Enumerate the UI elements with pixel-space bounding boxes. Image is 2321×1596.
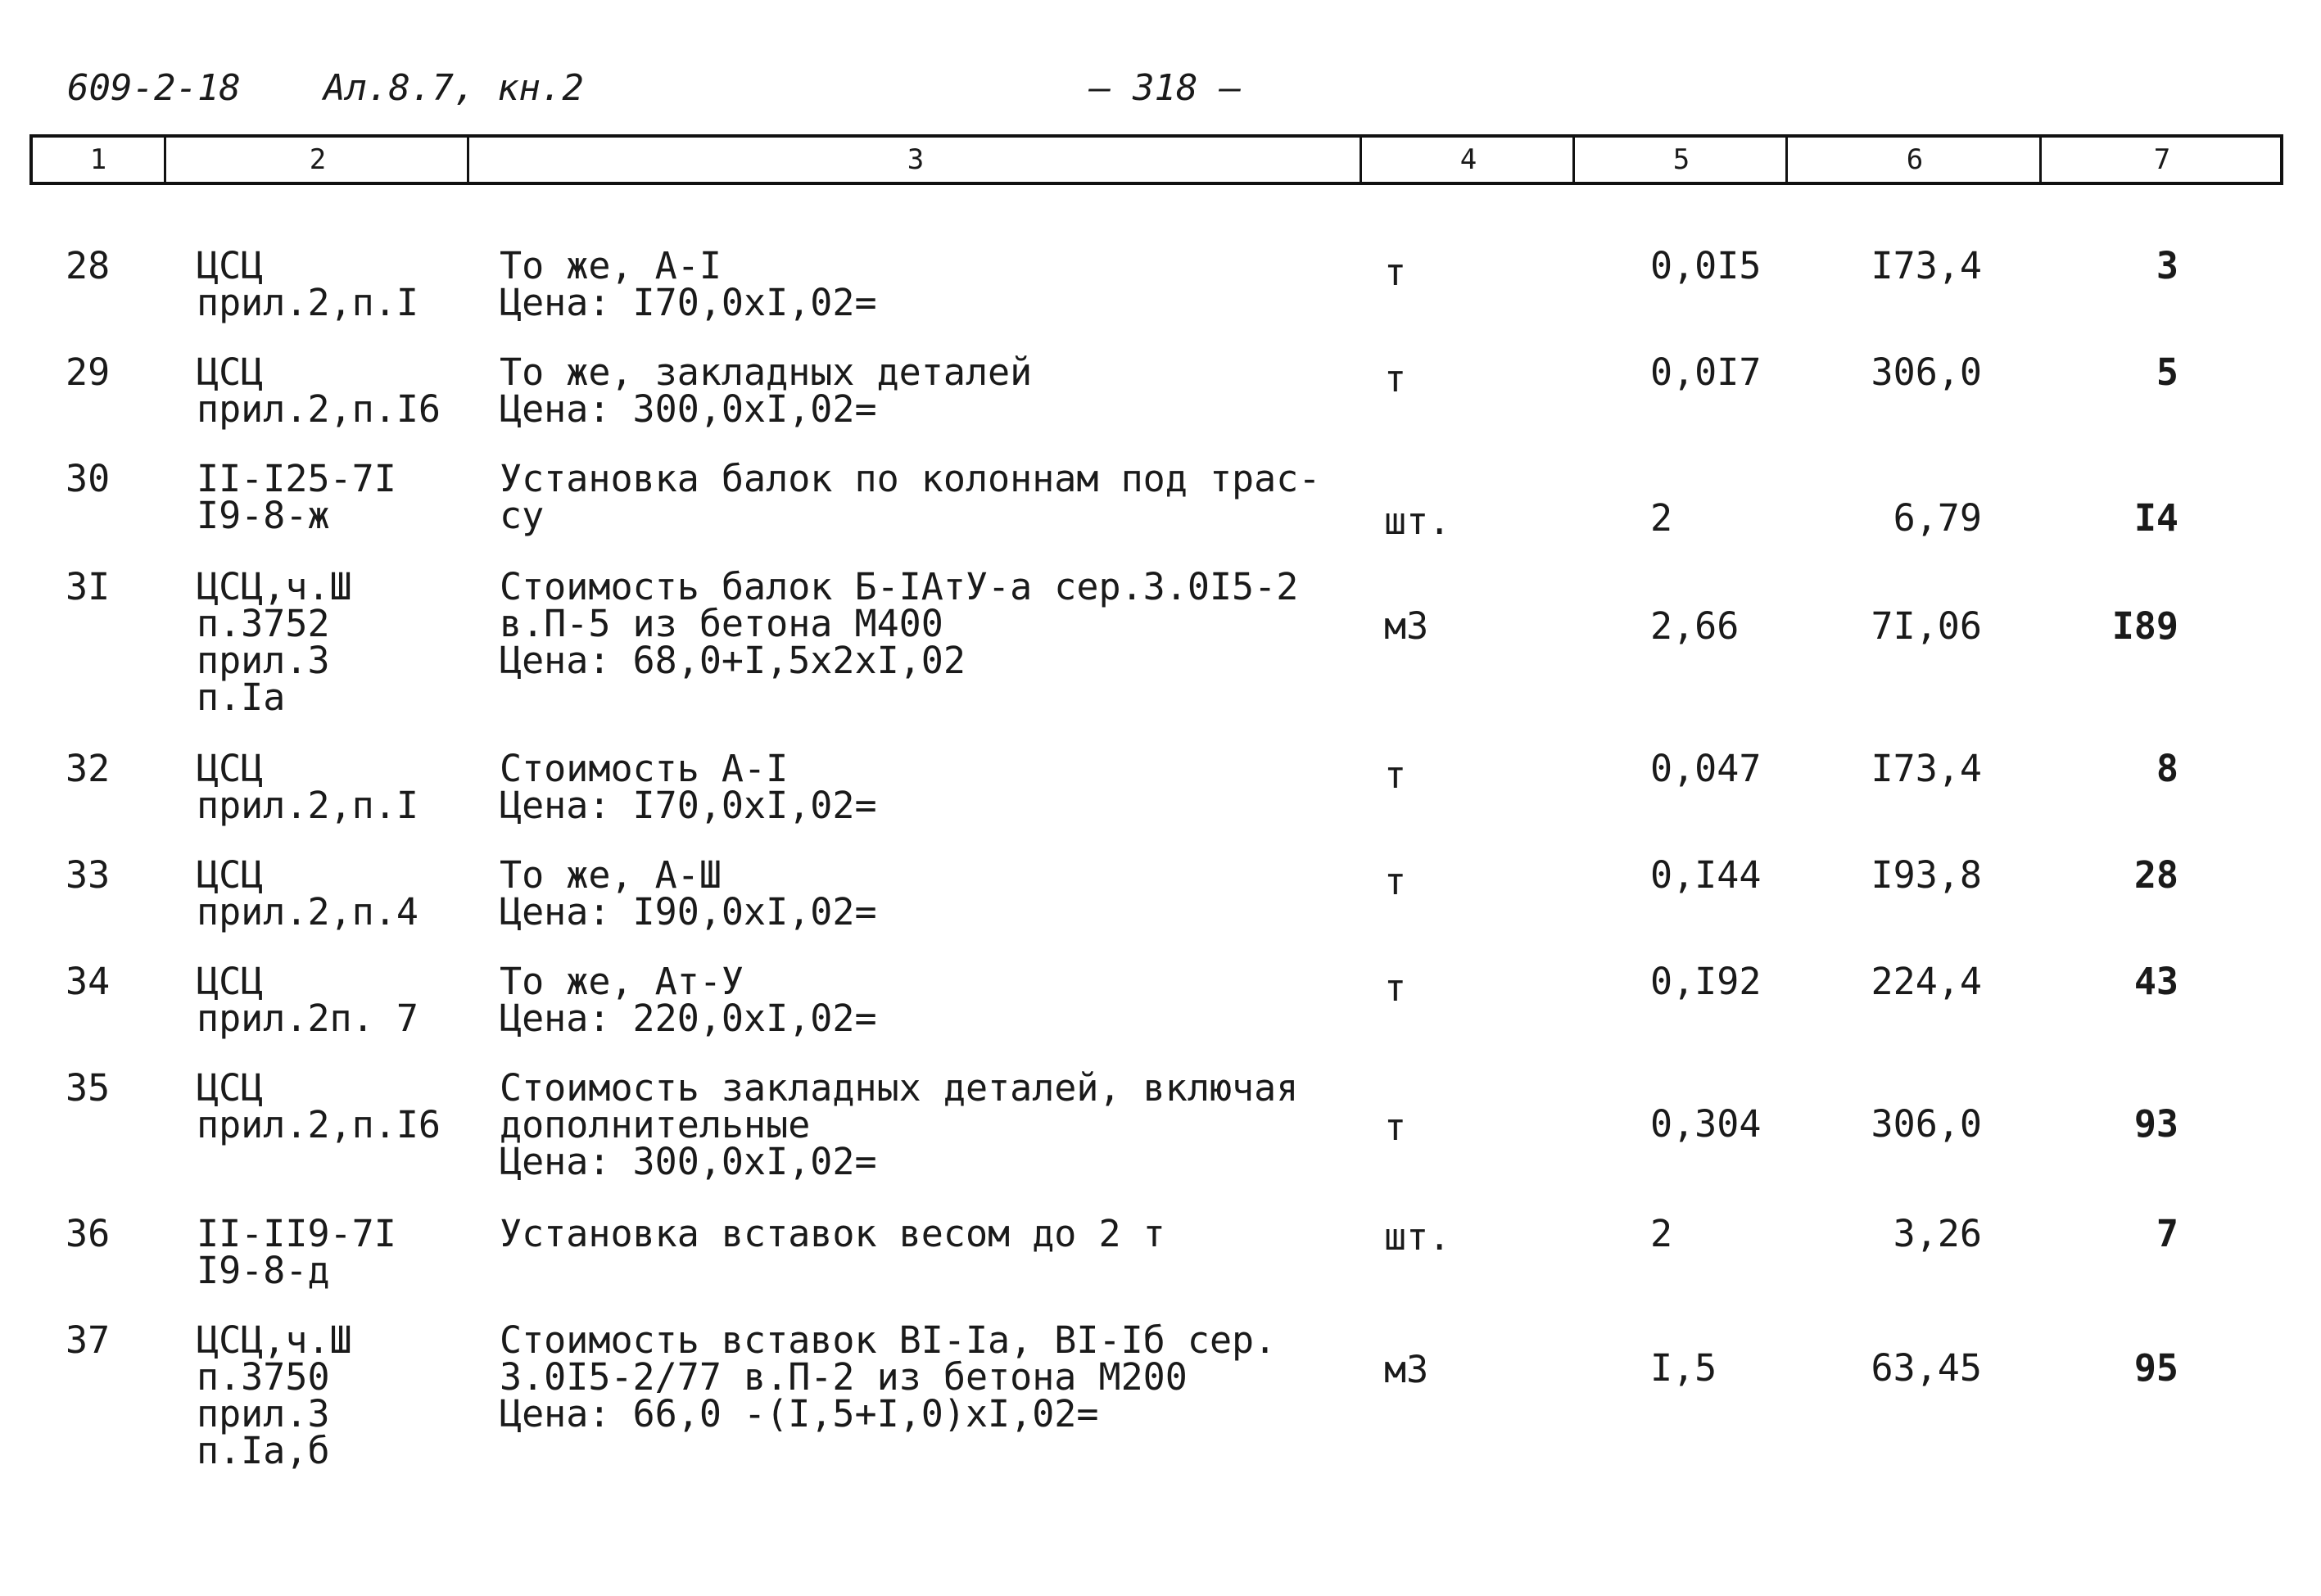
- description-line: Стоимость А-I: [500, 747, 789, 790]
- row-quantity: 2: [1650, 496, 1673, 540]
- row-quantity: 2,66: [1650, 604, 1740, 648]
- column-number-1: 1: [89, 143, 107, 176]
- description-line: То же, А-I: [500, 244, 722, 287]
- row-basis: [197, 1066, 441, 1146]
- description-line: 3.0I5-2/77 в.П-2 из бетона М200: [500, 1355, 1188, 1399]
- basis-line: п.Iа: [197, 676, 286, 719]
- album-reference: Ал.8.7, кн.2: [323, 67, 584, 109]
- row-unit-price: 3,26: [1893, 1212, 1982, 1255]
- row-description: [500, 244, 877, 324]
- basis-line: прил.2,п.I6: [197, 1103, 441, 1146]
- basis-line: прил.3: [197, 1392, 330, 1435]
- description-line: Стоимость закладных деталей, включая: [500, 1066, 1299, 1110]
- description-line: Установка балок по колоннам под трас-: [500, 457, 1321, 500]
- row-unit: т: [1384, 966, 1407, 1010]
- row-quantity: 0,0I5: [1650, 244, 1762, 287]
- description-line: То же, закладных деталей: [500, 350, 1033, 394]
- row-number: 35: [66, 1066, 111, 1110]
- row-number: 36: [66, 1212, 111, 1255]
- row-unit-price: 6,79: [1893, 496, 1982, 540]
- row-total: 7: [2156, 1212, 2178, 1255]
- row-basis: [197, 457, 396, 537]
- basis-line: ЦСЦ: [197, 747, 264, 790]
- row-unit-price: 306,0: [1871, 1102, 1982, 1146]
- basis-line: прил.2,п.I6: [197, 387, 441, 431]
- basis-line: п.3750: [197, 1355, 330, 1399]
- row-unit-price: 7I,06: [1871, 604, 1982, 648]
- basis-line: ЦСЦ,ч.Ш: [197, 1318, 352, 1362]
- row-unit: м3: [1384, 1348, 1429, 1391]
- row-number: 33: [66, 853, 111, 897]
- row-unit: м3: [1384, 604, 1429, 648]
- row-total: 93: [2133, 1102, 2178, 1146]
- description-line: Установка вставок весом до 2 т: [500, 1212, 1165, 1255]
- column-number-2: 2: [164, 138, 469, 182]
- row-unit-price: I73,4: [1871, 747, 1982, 790]
- row-description: [500, 1066, 1299, 1183]
- row-quantity: 0,0I7: [1650, 350, 1762, 394]
- row-number: 34: [66, 960, 111, 1003]
- row-quantity: 0,304: [1650, 1102, 1762, 1146]
- basis-line: II-I25-7I: [197, 457, 396, 500]
- description-line: То же, Ат-У: [500, 960, 744, 1003]
- row-total: 43: [2133, 960, 2178, 1003]
- description-line: Цена: 300,0xI,02=: [500, 387, 877, 431]
- basis-line: п.Iа,б: [197, 1429, 330, 1472]
- description-line: То же, А-Ш: [500, 853, 722, 897]
- row-total: I4: [2133, 496, 2178, 540]
- basis-line: ЦСЦ,ч.Ш: [197, 565, 352, 608]
- row-number: 32: [66, 747, 111, 790]
- row-description: [500, 350, 1033, 431]
- row-unit: шт.: [1384, 1215, 1451, 1259]
- row-unit: шт.: [1384, 500, 1451, 543]
- basis-line: п.3752: [197, 602, 330, 645]
- basis-line: ЦСЦ: [197, 350, 264, 394]
- description-line: Цена: 66,0 -(I,5+I,0)xI,02=: [500, 1392, 1099, 1435]
- row-total: 3: [2156, 244, 2178, 287]
- description-line: в.П-5 из бетона М400: [500, 602, 943, 645]
- row-quantity: 2: [1650, 1212, 1673, 1255]
- column-number-3: 3: [467, 138, 1362, 182]
- column-number-header: [29, 134, 2283, 185]
- basis-line: ЦСЦ: [197, 853, 264, 897]
- row-number: 30: [66, 457, 111, 500]
- column-number-7: 7: [2039, 138, 2283, 182]
- row-unit-price: I73,4: [1871, 244, 1982, 287]
- description-line: Цена: 68,0+I,5x2xI,02: [500, 639, 966, 682]
- row-total: 95: [2133, 1346, 2178, 1390]
- row-unit-price: 63,45: [1871, 1346, 1982, 1390]
- row-description: [500, 960, 877, 1040]
- basis-line: прил.2,п.4: [197, 890, 419, 934]
- basis-line: прил.2,п.I: [197, 281, 419, 324]
- column-number-4: 4: [1360, 138, 1575, 182]
- basis-line: II-II9-7I: [197, 1212, 396, 1255]
- basis-line: I9-8-ж: [197, 494, 330, 537]
- row-description: [500, 457, 1321, 537]
- basis-line: прил.2п. 7: [197, 997, 419, 1040]
- row-basis: [197, 960, 419, 1040]
- basis-line: I9-8-д: [197, 1249, 330, 1292]
- page-number: — 318 —: [1089, 67, 1242, 109]
- row-description: [500, 1318, 1277, 1435]
- row-number: 37: [66, 1318, 111, 1362]
- basis-line: прил.3: [197, 639, 330, 682]
- description-line: Цена: I70,0xI,02=: [500, 281, 877, 324]
- row-quantity: I,5: [1650, 1346, 1717, 1390]
- basis-line: ЦСЦ: [197, 960, 264, 1003]
- row-number: 28: [66, 244, 111, 287]
- row-unit: т: [1384, 251, 1407, 294]
- row-description: [500, 853, 877, 934]
- description-line: су: [500, 494, 545, 537]
- description-line: Цена: I90,0xI,02=: [500, 890, 877, 934]
- description-line: Цена: 300,0xI,02=: [500, 1140, 877, 1183]
- row-quantity: 0,047: [1650, 747, 1762, 790]
- row-description: [500, 565, 1299, 682]
- row-total: 5: [2156, 350, 2178, 394]
- row-basis: [197, 747, 419, 827]
- row-total: 28: [2133, 853, 2178, 897]
- row-description: [500, 1212, 1165, 1255]
- row-basis: [197, 1318, 352, 1472]
- row-basis: [197, 853, 419, 934]
- row-unit-price: 306,0: [1871, 350, 1982, 394]
- row-unit: т: [1384, 860, 1407, 903]
- description-line: дополнительные: [500, 1103, 811, 1146]
- basis-line: ЦСЦ: [197, 244, 264, 287]
- description-line: Стоимость балок Б-IАтУ-а сер.3.0I5-2: [500, 565, 1299, 608]
- row-quantity: 0,I44: [1650, 853, 1762, 897]
- document-code: 609-2-18: [67, 67, 241, 109]
- description-line: Стоимость вставок ВI-Iа, ВI-Iб сер.: [500, 1318, 1277, 1362]
- row-number: 3I: [66, 565, 111, 608]
- row-unit: т: [1384, 1105, 1407, 1149]
- description-line: Цена: 220,0xI,02=: [500, 997, 877, 1040]
- column-number-5: 5: [1572, 138, 1788, 182]
- row-basis: [197, 1212, 396, 1292]
- row-basis: [197, 565, 352, 719]
- row-number: 29: [66, 350, 111, 394]
- basis-line: прил.2,п.I: [197, 784, 419, 827]
- row-basis: [197, 350, 441, 431]
- row-basis: [197, 244, 419, 324]
- row-total: 8: [2156, 747, 2178, 790]
- row-unit-price: I93,8: [1871, 853, 1982, 897]
- column-number-6: 6: [1785, 138, 2042, 182]
- row-unit: т: [1384, 357, 1407, 400]
- description-line: Цена: I70,0xI,02=: [500, 784, 877, 827]
- row-quantity: 0,I92: [1650, 960, 1762, 1003]
- row-description: [500, 747, 877, 827]
- basis-line: ЦСЦ: [197, 1066, 264, 1110]
- row-total: I89: [2111, 604, 2178, 648]
- row-unit: т: [1384, 753, 1407, 797]
- row-unit-price: 224,4: [1871, 960, 1982, 1003]
